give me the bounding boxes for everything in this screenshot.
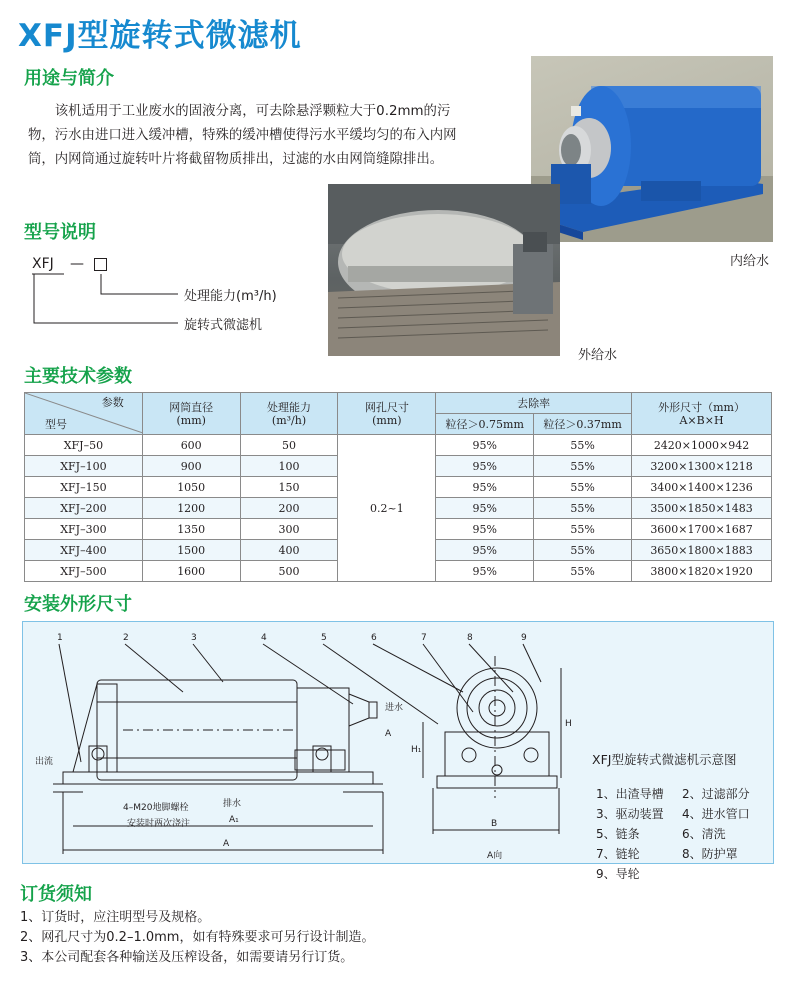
cell-model: XFJ–300 [25, 519, 143, 540]
cell-drum: 1600 [142, 561, 240, 582]
legend-item: 9、导轮 [596, 867, 640, 881]
table-row [25, 435, 772, 456]
legend-item: 1、出渣导槽 [596, 787, 664, 801]
header-capacity: 处理能力 (m³/h) [240, 393, 338, 435]
cell-dims: 3800×1820×1920 [632, 561, 772, 582]
order-note-3: 3、本公司配套各种输送及压榨设备，如需要请另行订货。 [20, 950, 354, 965]
legend-item: 2、过滤部分 [682, 787, 750, 801]
page-title: XFJ型旋转式微滤机 [18, 18, 302, 54]
model-code-prefix: XFJ [32, 256, 54, 272]
label-inflow: 进水 [385, 703, 404, 713]
label-dim-a1: A₁ [229, 815, 239, 825]
cell-dims: 3650×1800×1883 [632, 540, 772, 561]
params-table [24, 392, 772, 582]
caption-internal-feed: 内给水 [730, 254, 770, 269]
corner-model-label: 型号 [45, 418, 67, 431]
label-bolts: 4–M20地脚螺栓 [123, 803, 189, 813]
intro-paragraph [28, 100, 473, 172]
cell-removal-a: 95% [436, 540, 534, 561]
legend-rows [596, 784, 768, 884]
capacity-label: 处理能力(m³/h) [184, 289, 277, 304]
intro-text: 该机适用于工业废水的固液分离，可去除悬浮颗粒大于0.2mm的污物，污水由进口进入缓冲槽，特殊的缓冲槽使得污水平缓均匀的布入内网筒，内网筒通过旋转叶片将截留物质排出，过滤的水由网筒缝隙排出。 [28, 104, 457, 167]
model-code-leaders [30, 270, 190, 330]
legend-item: 6、清洗 [682, 827, 726, 841]
photo-external-feed [328, 184, 560, 356]
legend-row [596, 824, 768, 844]
header-removal-b: 粒径＞0.37mm [534, 414, 632, 435]
params-table-body [25, 435, 772, 582]
header-dims: 外形尺寸（mm） A×B×H [632, 393, 772, 435]
photo-internal-feed [531, 56, 773, 242]
cell-drum: 1500 [142, 540, 240, 561]
label-outflow: 出流 [35, 757, 54, 767]
cell-model: XFJ–50 [25, 435, 143, 456]
label-dim-h1: H₁ [411, 745, 422, 755]
callout-3: 3 [191, 633, 197, 643]
callout-2: 2 [123, 633, 129, 643]
section-install-heading: 安装外形尺寸 [24, 594, 132, 615]
cell-model: XFJ–400 [25, 540, 143, 561]
cell-capacity: 50 [240, 435, 338, 456]
callout-8: 8 [467, 633, 473, 643]
cell-capacity: 300 [240, 519, 338, 540]
cell-capacity: 200 [240, 498, 338, 519]
header-removal-a: 粒径＞0.75mm [436, 414, 534, 435]
cell-capacity: 500 [240, 561, 338, 582]
label-grout: 安装时两次浇注 [127, 819, 191, 829]
legend-row [596, 804, 768, 824]
legend-title: XFJ型旋转式微滤机示意图 [592, 752, 737, 767]
order-notes [20, 908, 374, 968]
callout-9: 9 [521, 633, 527, 643]
label-drain: 排水 [223, 799, 242, 809]
cell-drum: 600 [142, 435, 240, 456]
diagram-legend [592, 750, 768, 884]
type-label: 旋转式微滤机 [184, 318, 263, 333]
cell-removal-a: 95% [436, 477, 534, 498]
cell-dims: 3400×1400×1236 [632, 477, 772, 498]
cell-removal-b: 55% [534, 519, 632, 540]
section-model-heading: 型号说明 [24, 222, 96, 243]
cell-drum: 1050 [142, 477, 240, 498]
label-dim-h: H [565, 719, 572, 729]
model-code-dash: — [70, 256, 84, 272]
cell-model: XFJ–200 [25, 498, 143, 519]
cell-removal-b: 55% [534, 477, 632, 498]
header-removal: 去除率 [436, 393, 632, 414]
blue-machine-illustration [531, 56, 773, 242]
label-section-a: A [385, 729, 392, 739]
cell-removal-a: 95% [436, 456, 534, 477]
callout-4: 4 [261, 633, 267, 643]
cell-removal-a: 95% [436, 519, 534, 540]
caption-external-feed: 外给水 [578, 348, 618, 363]
section-usage-heading: 用途与简介 [24, 68, 114, 89]
callout-1: 1 [57, 633, 63, 643]
cell-removal-b: 55% [534, 498, 632, 519]
corner-header-cell [25, 393, 143, 435]
callout-5: 5 [321, 633, 327, 643]
cell-drum: 900 [142, 456, 240, 477]
section-params-heading: 主要技术参数 [24, 366, 132, 387]
legend-item: 5、链条 [596, 827, 640, 841]
legend-item: 4、进水管口 [682, 807, 750, 821]
cell-removal-a: 95% [436, 498, 534, 519]
cell-mesh: 0.2~1 [338, 435, 436, 582]
cell-capacity: 100 [240, 456, 338, 477]
callout-6: 6 [371, 633, 377, 643]
corner-diagonal [25, 393, 143, 433]
cell-removal-a: 95% [436, 435, 534, 456]
legend-item: 8、防护罩 [682, 847, 738, 861]
cell-removal-b: 55% [534, 540, 632, 561]
gray-machine-illustration [328, 184, 560, 356]
cell-dims: 3500×1850×1483 [632, 498, 772, 519]
cell-removal-b: 55% [534, 435, 632, 456]
label-dim-b: B [491, 819, 498, 829]
cell-dims: 2420×1000×942 [632, 435, 772, 456]
cell-capacity: 150 [240, 477, 338, 498]
label-dim-a: A [223, 839, 230, 849]
order-note-1: 1、订货时，应注明型号及规格。 [20, 910, 211, 925]
cell-drum: 1350 [142, 519, 240, 540]
corner-param-label: 参数 [101, 396, 124, 409]
label-view-a: A向 [487, 851, 503, 861]
legend-row [596, 864, 768, 884]
cell-capacity: 400 [240, 540, 338, 561]
legend-row [596, 844, 768, 864]
cell-removal-a: 95% [436, 561, 534, 582]
cell-model: XFJ–100 [25, 456, 143, 477]
cell-model: XFJ–150 [25, 477, 143, 498]
order-note-2: 2、网孔尺寸为0.2–1.0mm，如有特殊要求可另行设计制造。 [20, 930, 375, 945]
legend-item: 3、驱动装置 [596, 807, 664, 821]
cell-drum: 1200 [142, 498, 240, 519]
legend-item: 7、链轮 [596, 847, 640, 861]
header-drum: 网筒直径 (mm) [142, 393, 240, 435]
cell-dims: 3600×1700×1687 [632, 519, 772, 540]
cell-model: XFJ–500 [25, 561, 143, 582]
legend-row [596, 784, 768, 804]
callout-7: 7 [421, 633, 427, 643]
section-order-heading: 订货须知 [20, 884, 92, 905]
cell-removal-b: 55% [534, 456, 632, 477]
cell-removal-b: 55% [534, 561, 632, 582]
header-mesh: 网孔尺寸 (mm) [338, 393, 436, 435]
cell-dims: 3200×1300×1218 [632, 456, 772, 477]
